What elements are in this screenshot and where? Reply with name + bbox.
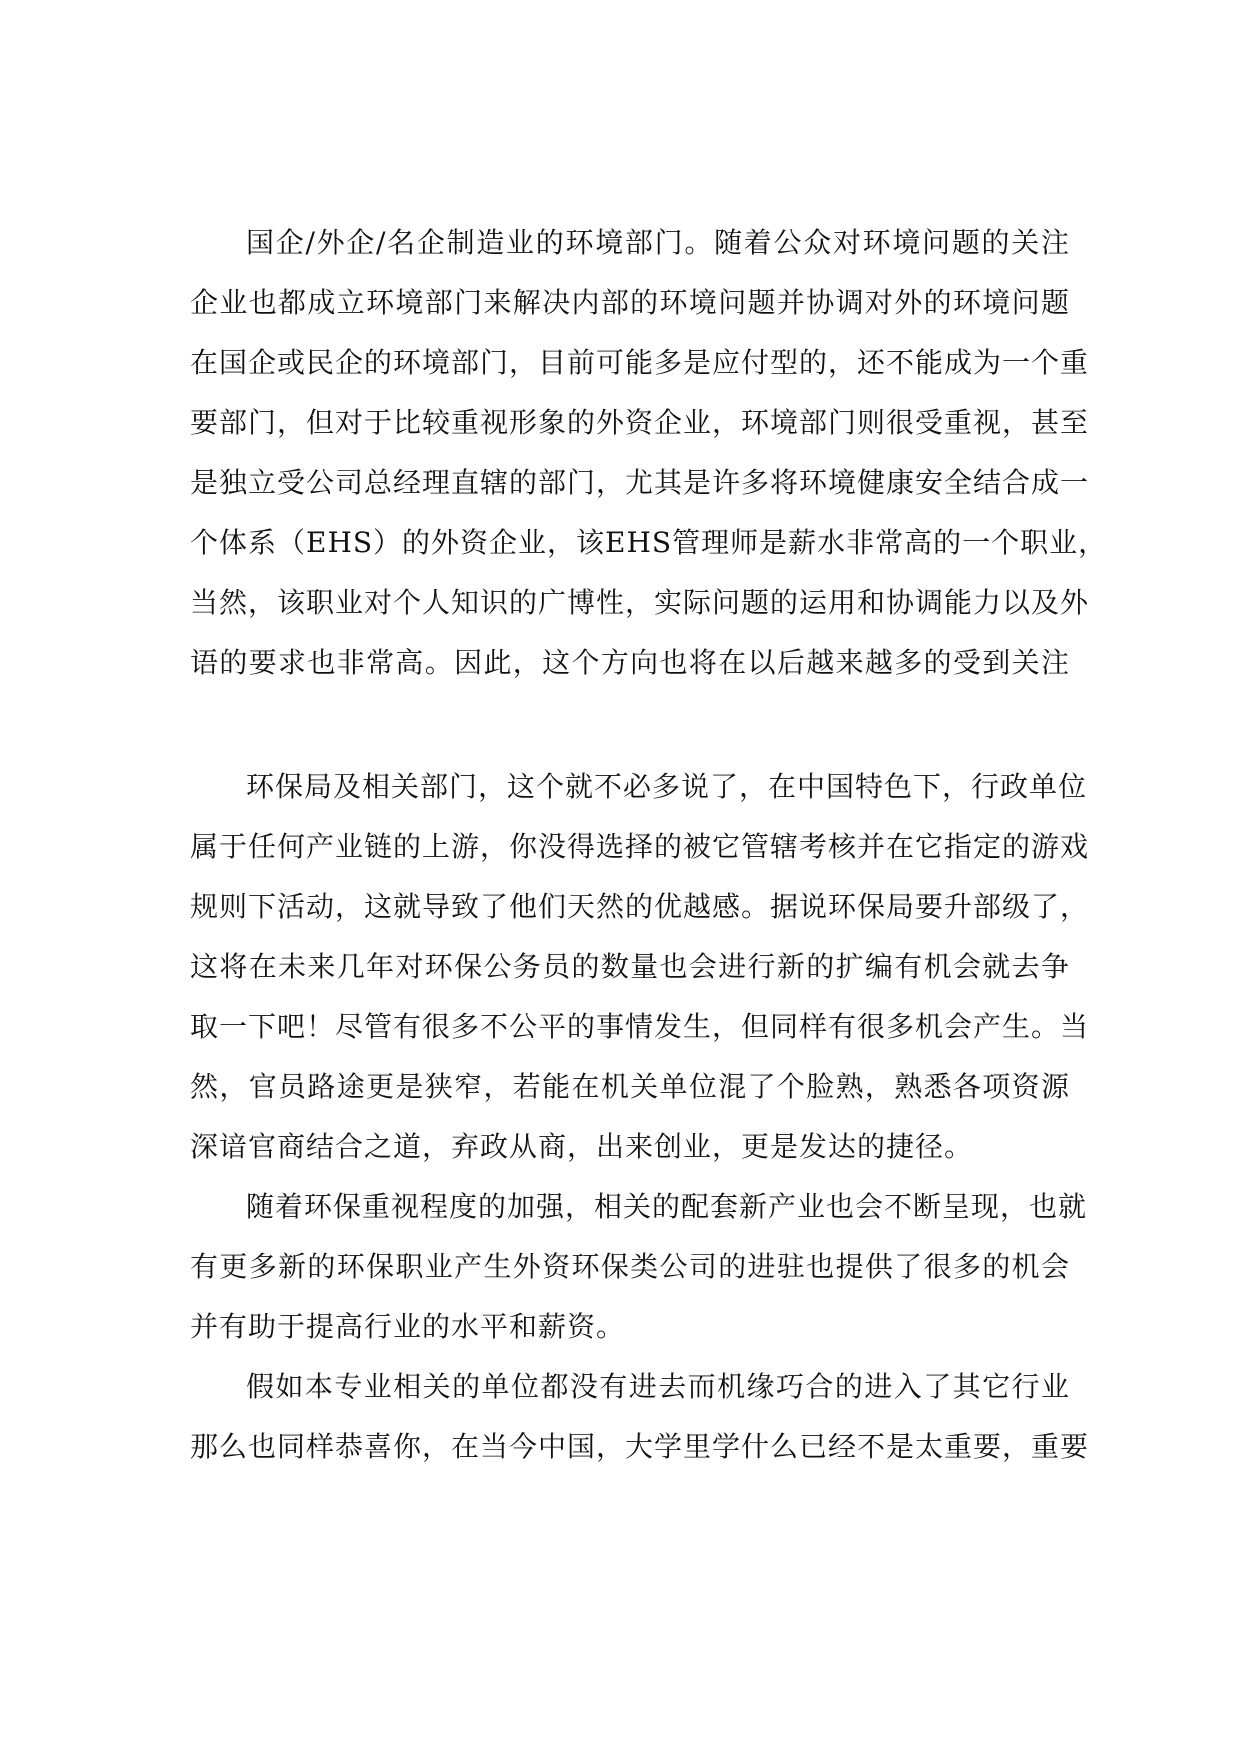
text-line: 国企/外企/名企制造业的环境部门。随着公众对环境问题的关注 xyxy=(246,226,1070,259)
paragraph xyxy=(190,222,1108,684)
text-line: 环保局及相关部门，这个就不必多说了，在中国特色下，行政单位 xyxy=(246,770,1088,803)
document-body xyxy=(190,222,1108,1486)
text-line: 深谙官商结合之道，弃政从商，出来创业，更是发达的捷径。 xyxy=(190,1130,974,1163)
text-line: 个体系（EHS）的外资企业，该EHS管理师是薪水非常高的一个职业， xyxy=(190,526,1108,559)
text-line: 企业也都成立环境部门来解决内部的环境问题并协调对外的环境问题 xyxy=(190,286,1070,319)
paragraph xyxy=(190,1186,1088,1348)
text-line: 有更多新的环保职业产生外资环保类公司的进驻也提供了很多的机会 xyxy=(190,1250,1070,1283)
text-line: 属于任何产业链的上游，你没得选择的被它管辖考核并在它指定的游戏 xyxy=(190,830,1090,863)
paragraph-gap xyxy=(190,702,1070,766)
text-line: 是独立受公司总经理直辖的部门，尤其是许多将环境健康安全结合成一 xyxy=(190,466,1090,499)
paragraph xyxy=(190,766,1090,1168)
text-line: 要部门，但对于比较重视形象的外资企业，环境部门则很受重视，甚至 xyxy=(190,406,1090,439)
text-line: 假如本专业相关的单位都没有进去而机缘巧合的进入了其它行业 xyxy=(246,1370,1070,1403)
text-line: 那么也同样恭喜你，在当今中国，大学里学什么已经不是太重要，重要 xyxy=(190,1430,1090,1463)
text-line: 规则下活动，这就导致了他们天然的优越感。据说环保局要升部级了， xyxy=(190,890,1090,923)
text-line: 然，官员路途更是狭窄，若能在机关单位混了个脸熟，熟悉各项资源 xyxy=(190,1070,1070,1103)
text-line: 语的要求也非常高。因此，这个方向也将在以后越来越多的受到关注 xyxy=(190,646,1070,679)
text-line: 这将在未来几年对环保公务员的数量也会进行新的扩编有机会就去争 xyxy=(190,950,1070,983)
paragraph xyxy=(190,1366,1090,1468)
text-line: 当然，该职业对个人知识的广博性，实际问题的运用和协调能力以及外 xyxy=(190,586,1090,619)
text-line: 在国企或民企的环境部门，目前可能多是应付型的，还不能成为一个重 xyxy=(190,346,1090,379)
text-line: 随着环保重视程度的加强，相关的配套新产业也会不断呈现，也就 xyxy=(246,1190,1088,1223)
text-line: 取一下吧！尽管有很多不公平的事情发生，但同样有很多机会产生。当 xyxy=(190,1010,1090,1043)
text-line: 并有助于提高行业的水平和薪资。 xyxy=(190,1310,626,1343)
